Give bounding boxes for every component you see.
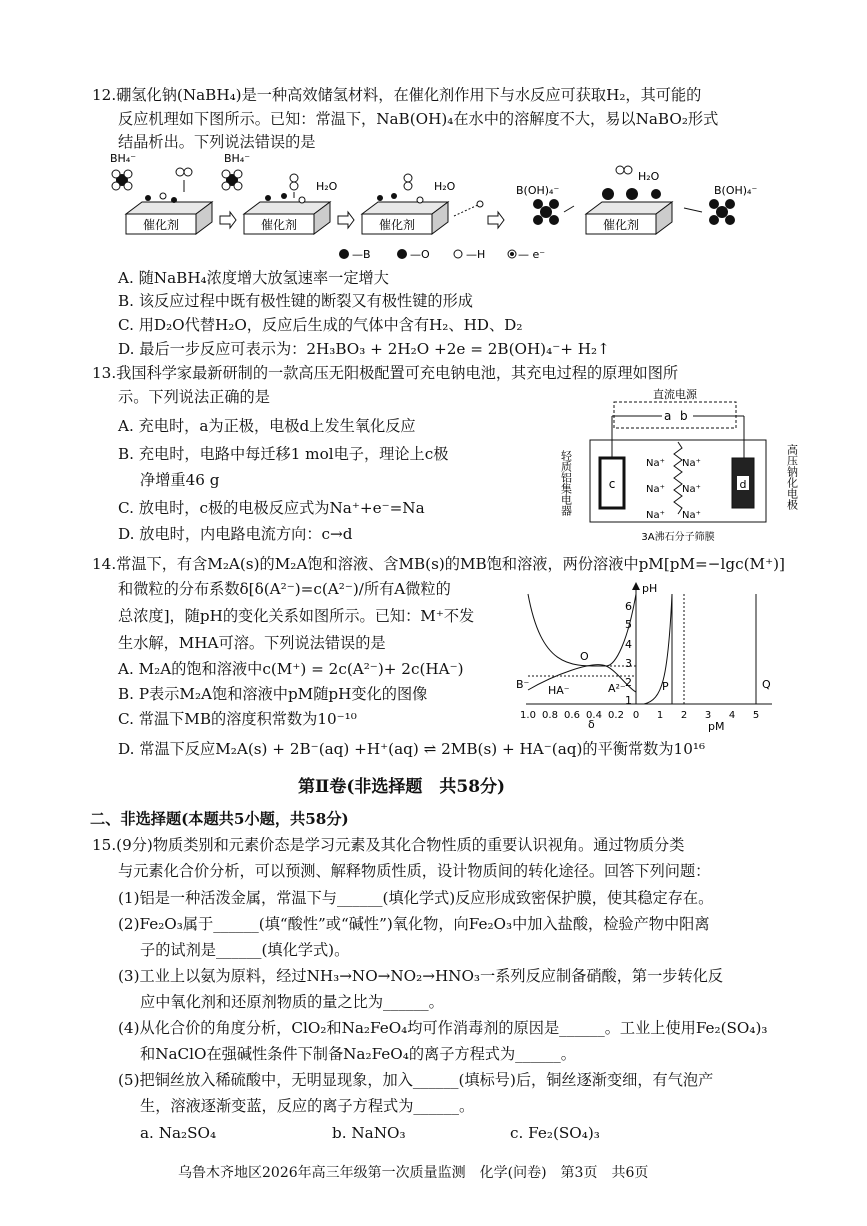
pm-axis-label: pM — [708, 720, 725, 732]
q15-choice-a: a. Na₂SO₄ — [140, 1124, 217, 1142]
bh4-molecule-2 — [222, 170, 242, 190]
q12-option-c: C. 用D₂O代替H₂O，反应后生成的气体中含有H₂、HD、D₂ — [118, 316, 523, 334]
catalyst-block-3 — [362, 202, 448, 234]
q15-part4: (4)从化合价的角度分析，ClO₂和Na₂FeO₄均可作消毒剂的原因是______。工业上使用Fe₂(SO₄)₃ — [118, 1019, 768, 1037]
q12-stem-line2: 反应机理如下图所示。已知：常温下，NaB(OH)₄在水中的溶解度不大，易以NaBO₂形式 — [118, 110, 719, 128]
bh4-label-2: BH₄⁻ — [224, 152, 251, 165]
svg-text:O: O — [580, 650, 589, 663]
arrow-icon — [488, 212, 504, 228]
q15-part2-cont: 子的试剂是______(填化学式)。 — [140, 941, 350, 959]
q15-part4-cont: 和NaClO在强碱性条件下制备Na₂FeO₄的离子方程式为______。 — [140, 1045, 576, 1063]
q13-option-a: A. 充电时，a为正极，电极d上发生氧化反应 — [118, 417, 416, 435]
delta-axis-label: δ — [588, 718, 595, 731]
bh4-label-1: BH₄⁻ — [110, 152, 137, 165]
q13-battery-figure — [560, 388, 810, 550]
q14-option-a: A. M₂A的饱和溶液中c(M⁺) = 2c(A²⁻)+ 2c(HA⁻) — [118, 660, 464, 678]
q14-stem-line1: 14.常温下，有含M₂A(s)的M₂A饱和溶液、含MB(s)的MB饱和溶液，两份溶液中pM[pM=−lgc(M⁺)] — [92, 555, 785, 573]
svg-text:1: 1 — [656, 710, 664, 721]
power-supply-label: 直流电源 — [653, 388, 697, 401]
catalyst-label-1: 催化剂 — [142, 218, 180, 232]
q12-stem-line3: 结晶析出。下列说法错误的是 — [118, 133, 316, 151]
q15-line2: 与元素化合价分析，可以预测、解释物质性质，设计物质间的转化途径。回答下列问题： — [118, 862, 711, 880]
q13-option-c: C. 放电时，c极的电极反应式为Na⁺+e⁻=Na — [118, 499, 425, 517]
terminal-b: b — [680, 409, 688, 423]
electrode-c-label: c — [608, 477, 616, 491]
q13-stem-line1: 13.我国科学家最新研制的一款高压无阳极配置可充电钠电池，其充电过程的原理如图所 — [92, 364, 679, 382]
svg-text:3: 3 — [625, 657, 632, 670]
svg-text:P: P — [662, 680, 669, 693]
ph-axis-label: pH — [642, 582, 658, 595]
q15-part3: (3)工业上以氨为原料，经过NH₃→NO→NO₂→HNO₃一系列反应制备硝酸，第一步转化反 — [118, 967, 724, 985]
q15-part5: (5)把铜丝放入稀硫酸中，无明显现象，加入______(填标号)后，铜丝逐渐变细，有气泡产 — [118, 1071, 714, 1089]
q12-option-b: B. 该反应过程中既有极性键的断裂又有极性键的形成 — [118, 292, 473, 310]
svg-text:5: 5 — [625, 618, 632, 631]
q13-option-b: B. 充电时，电路中每迁移1 mol电子，理论上c极 — [118, 445, 449, 463]
q14-stem-line3: 总浓度]，随pH的变化关系如图所示。已知：M⁺不发 — [118, 607, 475, 625]
h2o-label-3: H₂O — [638, 170, 660, 183]
terminal-a: a — [664, 409, 672, 423]
catalyst-label-4: 催化剂 — [602, 218, 640, 232]
q13-option-d: D. 放电时，内电路电流方向：c→d — [118, 525, 353, 543]
svg-text:5: 5 — [752, 710, 760, 721]
page-footer: 乌鲁木齐地区2026年高三年级第一次质量监测 化学(问卷) 第3页 共6页 — [178, 1165, 649, 1181]
catalyst-block-2 — [244, 202, 330, 234]
boh4-label-1: B(OH)₄⁻ — [516, 184, 560, 197]
electrode-d-label: d — [739, 478, 747, 491]
svg-text:Na⁺: Na⁺ — [682, 484, 701, 495]
svg-text:0.4: 0.4 — [586, 710, 602, 721]
svg-text:Na⁺: Na⁺ — [682, 510, 701, 521]
q12-option-a: A. 随NaBH₄浓度增大放氢速率一定增大 — [118, 269, 389, 287]
q14-stem-line4: 生水解，MHA可溶。下列说法错误的是 — [118, 634, 386, 652]
catalyst-block-1 — [126, 202, 212, 234]
svg-text:2: 2 — [625, 676, 632, 689]
bh4-molecule-1 — [112, 170, 132, 190]
svg-text:3: 3 — [704, 710, 712, 721]
q14-option-c: C. 常温下MB的溶度积常数为10⁻¹⁰ — [118, 710, 357, 728]
svg-text:Na⁺: Na⁺ — [682, 458, 701, 469]
svg-text:1: 1 — [625, 694, 632, 707]
svg-text:0.6: 0.6 — [564, 710, 580, 721]
svg-text:0.8: 0.8 — [542, 710, 558, 721]
q15-part2: (2)Fe₂O₃属于______(填“酸性”或“碱性”)氧化物，向Fe₂O₃中加入盐酸，检验产物中阳离 — [118, 915, 710, 933]
q14-option-d: D. 常温下反应M₂A(s) + 2B⁻(aq) +H⁺(aq) ⇌ 2MB(s) + HA⁻(aq)的平衡常数为10¹⁶ — [118, 740, 706, 758]
q15-part1: (1)铝是一种活泼金属，常温下与______(填化学式)反应形成致密保护膜，使其稳定存在。 — [118, 889, 714, 907]
svg-text:4: 4 — [625, 638, 632, 651]
svg-text:Q: Q — [762, 678, 771, 691]
q15-line1: 15.(9分)物质类别和元素价态是学习元素及其化合物性质的重要认识视角。通过物质分类 — [92, 836, 685, 854]
membrane-label: 3A沸石分子筛膜 — [641, 532, 715, 543]
part2-title: 第Ⅱ卷(非选择题 共58分) — [298, 777, 506, 797]
svg-text:0: 0 — [632, 710, 640, 721]
svg-text:—H: —H — [466, 248, 486, 261]
right-electrode-label: 高压钠化电极 — [785, 444, 799, 510]
svg-text:— e⁻: — e⁻ — [518, 248, 546, 261]
svg-text:Na⁺: Na⁺ — [646, 484, 665, 495]
q15-choice-c: c. Fe₂(SO₄)₃ — [510, 1124, 600, 1142]
svg-text:4: 4 — [728, 710, 736, 721]
boh4-label-2: B(OH)₄⁻ — [714, 184, 758, 197]
section-heading: 二、非选择题(本题共5小题，共58分) — [90, 810, 349, 828]
svg-text:B⁻: B⁻ — [516, 678, 530, 691]
svg-text:A²⁻: A²⁻ — [608, 682, 626, 695]
q12-mechanism-figure — [108, 150, 828, 266]
svg-text:—B: —B — [352, 248, 371, 261]
svg-text:6: 6 — [625, 600, 632, 613]
boh4-molecule-2 — [709, 199, 735, 225]
q12-option-d: D. 最后一步反应可表示为：2H₃BO₃ + 2H₂O +2e = 2B(OH)₄⁻+ H₂↑ — [118, 340, 610, 358]
svg-text:—O: —O — [410, 248, 430, 261]
catalyst-block-4 — [586, 202, 672, 234]
membrane-line — [674, 442, 682, 514]
arrow-icon — [338, 212, 354, 228]
h2o-label-1: H₂O — [316, 180, 338, 193]
svg-text:HA⁻: HA⁻ — [548, 684, 570, 697]
q13-stem-line2: 示。下列说法正确的是 — [118, 388, 270, 406]
svg-text:Na⁺: Na⁺ — [646, 458, 665, 469]
left-electrode-label: 轻质铝集电器 — [560, 450, 573, 516]
svg-text:2: 2 — [680, 710, 688, 721]
q13-option-b-cont: 净增重46 g — [140, 471, 220, 489]
q15-part3-cont: 应中氧化剂和还原剂物质的量之比为______。 — [140, 993, 444, 1011]
catalyst-label-2: 催化剂 — [260, 218, 298, 232]
q15-choice-b: b. NaNO₃ — [332, 1124, 406, 1142]
q14-distribution-chart — [512, 580, 782, 732]
q12-stem-line1: 12.硼氢化钠(NaBH₄)是一种高效储氢材料，在催化剂作用下与水反应可获取H₂，其可能的 — [92, 86, 702, 104]
arrow-icon — [220, 212, 236, 228]
svg-text:Na⁺: Na⁺ — [646, 510, 665, 521]
q14-option-b: B. P表示M₂A饱和溶液中pM随pH变化的图像 — [118, 685, 428, 703]
h2o-label-2: H₂O — [434, 180, 456, 193]
boh4-molecule-1 — [533, 199, 559, 225]
catalyst-label-3: 催化剂 — [378, 218, 416, 232]
svg-text:0.2: 0.2 — [608, 710, 624, 721]
q14-stem-line2: 和微粒的分布系数δ[δ(A²⁻)=c(A²⁻)/所有A微粒的 — [118, 580, 451, 598]
q12-legend — [339, 248, 545, 261]
svg-text:1.0: 1.0 — [520, 710, 536, 721]
q15-part5-cont: 生，溶液逐渐变蓝，反应的离子方程式为______。 — [140, 1097, 475, 1115]
